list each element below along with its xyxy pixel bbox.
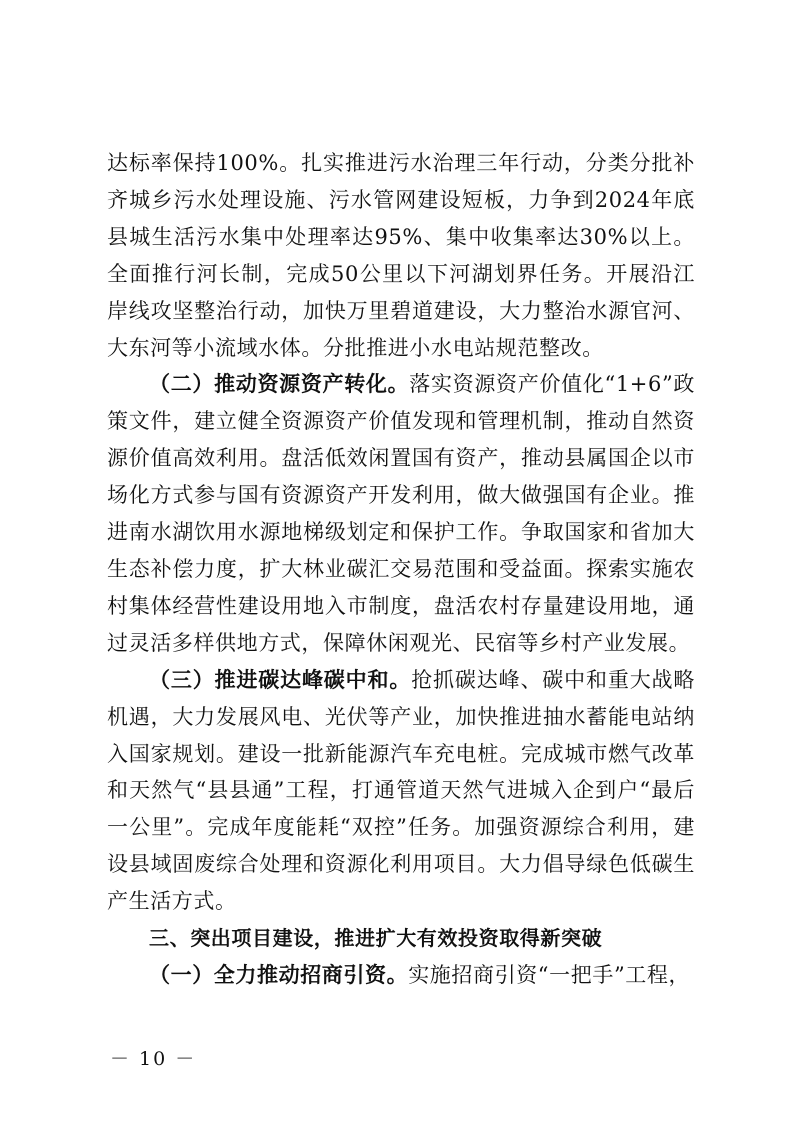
paragraph-investment-attraction: [107, 957, 695, 994]
section-heading: 三、突出项目建设，推进扩大有效投资取得新突破: [149, 926, 603, 951]
paragraph-lead-heading: （二）推动资源资产转化。: [149, 372, 410, 397]
paragraph-carbon-neutrality: [107, 662, 695, 920]
document-body: [107, 145, 695, 994]
paragraph-text: 抢抓碳达峰、碳中和重大战略机遇，大力发展风电、光伏等产业，加快推进抽水蓄能电站纳入国家规划。建设一批新能源汽车充电桩。完成城市燃气改革和天然气“县县通”工程，打通管道天然气进城入企到户“最后一公里”。完成年度能耗“双控”任务。加强资源综合利用，建设县域固废综合处理和资源化利用项目。大力倡导绿色低碳生产生活方式。: [107, 667, 695, 914]
paragraph-resource-assets: [107, 366, 695, 661]
paragraph-text: 达标率保持100%。扎实推进污水治理三年行动，分类分批补齐城乡污水处理设施、污水管网建设短板，力争到2024年底县城生活污水集中处理率达95%、集中收集率达30%以上。全面推行河长制，完成50公里以下河湖划界任务。开展沿江岸线攻坚整治行动，加快万里碧道建设，大力整治水源官河、大东河等小流域水体。分批推进小水电站规范整改。: [107, 151, 695, 360]
paragraph-text: 落实资源资产价值化“1+6”政策文件，建立健全资源资产价值发现和管理机制，推动自然资源价值高效利用。盘活低效闲置国有资产，推动县属国企以市场化方式参与国有资源资产开发利用，做大做强国有企业。推进南水湖饮用水源地梯级划定和保护工作。争取国家和省加大生态补偿力度，扩大林业碳汇交易范围和受益面。探索实施农村集体经营性建设用地入市制度，盘活农村存量建设用地，通过灵活多样供地方式，保障休闲观光、民宿等乡村产业发展。: [107, 372, 695, 655]
paragraph-water-governance: [107, 145, 695, 366]
paragraph-lead-heading: （三）推进碳达峰碳中和。: [149, 667, 412, 692]
paragraph-lead-heading: （一）全力推动招商引资。: [149, 962, 409, 987]
page-number: － 10 －: [110, 1048, 197, 1070]
paragraph-text: 实施招商引资“一把手”工程，: [408, 962, 691, 987]
